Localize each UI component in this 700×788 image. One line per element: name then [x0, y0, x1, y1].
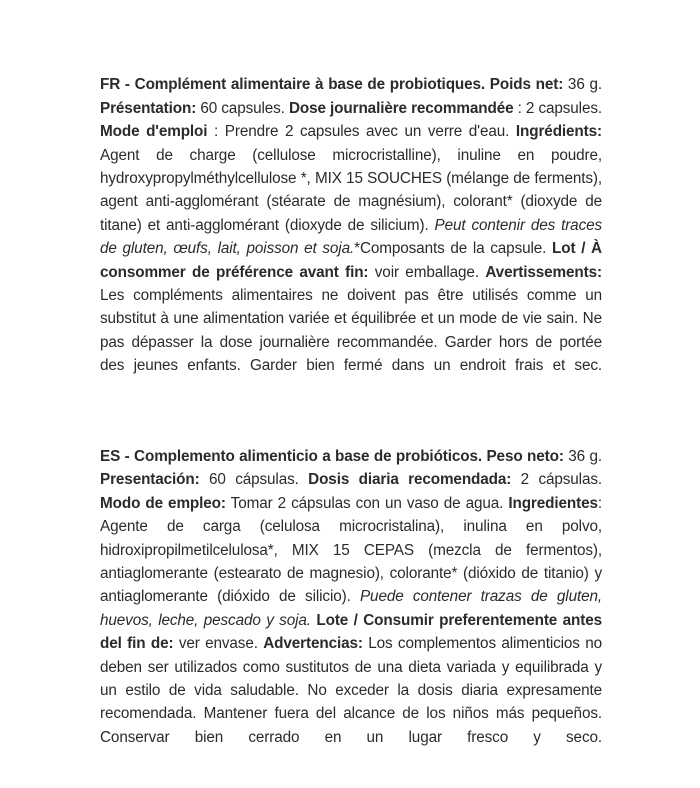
- fr-label-directions: Mode d'emploi: [100, 123, 208, 141]
- fr-allergen-notice: Peut contenir des traces de gluten, œufs, lait, poisson et soja.: [100, 216, 603, 258]
- es-directions-value: Tomar 2 cápsulas con un vaso de agua.: [225, 494, 509, 512]
- fr-label-warnings: Avertissements:: [485, 263, 602, 281]
- fr-daily-dose-value: : 2 capsules.: [513, 99, 602, 117]
- fr-warnings-value: Les compléments alimentaires ne doivent pas être utilisés comme un substitut à une alimentation variée et équilibrée et un mode de vie sain. Ne pas dépasser la dose journalière recommandée. Garder hors de portée des jeunes enfants. Garder bien fermé dans un endroit frais et sec.: [100, 286, 602, 375]
- es-daily-dose-value: 2 cápsulas.: [511, 471, 602, 489]
- es-allergen-notice: Puede contener trazas de gluten, huevos, leche, pescado y soja.: [100, 588, 602, 629]
- es-presentation-value: 60 cápsulas.: [199, 471, 309, 489]
- es-label-warnings: Advertencias:: [263, 635, 363, 653]
- es-label-presentation: Presentación:: [100, 471, 200, 489]
- fr-label-ingredients: Ingrédients:: [515, 123, 602, 141]
- label-section-fr: [100, 73, 602, 401]
- fr-title-netweight: FR - Complément alimentaire à base de probiotiques. Poids net:: [100, 76, 564, 94]
- es-label-lot-best-before: Lote / Consumir preferentemente antes del fin de:: [100, 611, 602, 653]
- es-netweight-value: 36 g.: [563, 447, 602, 465]
- fr-netweight-value: 36 g.: [563, 76, 602, 94]
- fr-label-daily-dose: Dose journalière recommandée: [288, 99, 514, 117]
- es-label-daily-dose: Dosis diaria recomendada:: [308, 471, 512, 489]
- fr-lot-best-before-value: voir emballage.: [368, 263, 486, 281]
- es-label-ingredients: Ingredientes: [508, 494, 598, 512]
- es-ingredients-value: : Agente de carga (celulosa microcristalina), inulina en polvo, hidroxipropilmetilcelulosa*, MIX 15 CEPAS (mezcla de fermentos), antiaglomerante (estearato de magnesio), colorante* (dióxido de titanio) y antiaglomerante (dióxido de silicio).: [100, 494, 602, 606]
- fr-ingredients-value: Agent de charge (cellulose microcristalline), inuline en poudre, hydroxypropylméthylcellulose *, MIX 15 SOUCHES (mélange de ferments), agent anti-agglomérant (stéarate de magnésium), colorant* (dioxyde de titane) et anti-agglomérant (dioxyde de silicium).: [100, 146, 602, 234]
- es-lot-best-before-value: ver envase.: [173, 635, 264, 653]
- fr-label-lot-best-before: Lot / À consommer de préférence avant fin:: [100, 240, 602, 281]
- fr-capsule-footnote: *Composants de la capsule.: [354, 240, 553, 258]
- fr-presentation-value: 60 capsules.: [196, 99, 289, 117]
- fr-directions-value: : Prendre 2 capsules avec un verre d'eau.: [207, 123, 516, 141]
- es-label-directions: Modo de empleo:: [100, 494, 226, 512]
- es-title-netweight: ES - Complemento alimenticio a base de probióticos. Peso neto:: [100, 447, 564, 465]
- fr-label-presentation: Présentation:: [100, 99, 197, 117]
- product-label-sheet: [100, 58, 602, 788]
- es-warnings-value: Los complementos alimenticios no deben ser utilizados como sustitutos de una dieta variada y equilibrada y un estilo de vida saludable. No exceder la dosis diaria expresamente recomendada. Mantener fuera del alcance de los niños más pequeños. Conservar bien cerrado en un lugar fresco y seco.: [100, 635, 602, 746]
- label-section-es: [100, 445, 602, 773]
